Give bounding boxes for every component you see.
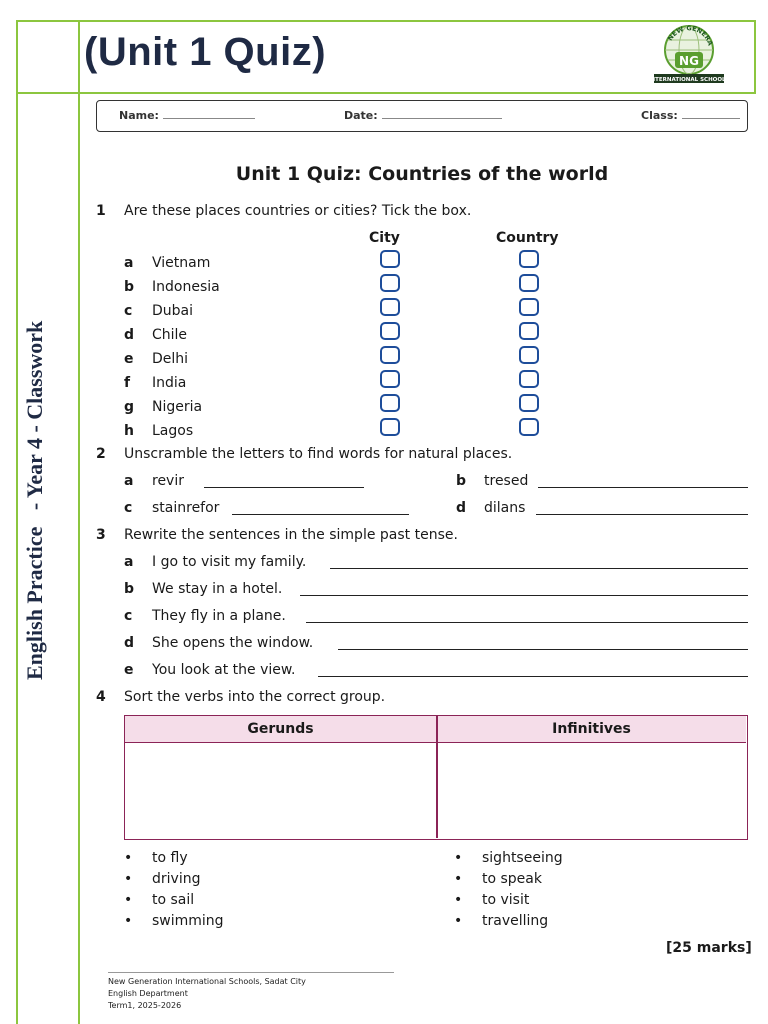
country-checkbox[interactable]: [519, 298, 539, 316]
footer-term: Term1, 2025-2026: [108, 1001, 182, 1010]
verb-list-item: • swimming: [152, 913, 224, 929]
answer-line[interactable]: [538, 487, 748, 488]
name-field[interactable]: Name:: [119, 108, 255, 122]
verb-list-item: • driving: [152, 871, 200, 887]
infinitives-cell[interactable]: [438, 744, 746, 838]
quiz-title: Unit 1 Quiz: Countries of the world: [235, 163, 609, 185]
page-title: (Unit 1 Quiz): [84, 30, 327, 74]
answer-line[interactable]: [300, 595, 748, 596]
country-column-header: Country: [496, 230, 559, 246]
question-2-number: 2: [96, 446, 106, 462]
verb-list-item: • to fly: [152, 850, 188, 866]
question-3-prompt: Rewrite the sentences in the simple past tense.: [124, 527, 458, 543]
question-4-prompt: Sort the verbs into the correct group.: [124, 689, 386, 705]
question-1-prompt: Are these places countries or cities? Tick the box.: [124, 203, 472, 219]
footer-department: English Department: [108, 989, 188, 998]
gerunds-header: Gerunds: [125, 716, 436, 743]
total-marks: [25 marks]: [666, 940, 752, 956]
city-checkbox[interactable]: [380, 298, 400, 316]
country-checkbox[interactable]: [519, 370, 539, 388]
verb-list-item: • sightseeing: [482, 850, 563, 866]
country-checkbox[interactable]: [519, 274, 539, 292]
question-1-number: 1: [96, 203, 106, 219]
school-logo: [648, 22, 730, 86]
verb-list-item: • to speak: [482, 871, 542, 887]
verb-list-item: • to visit: [482, 892, 529, 908]
answer-line[interactable]: [338, 649, 748, 650]
city-checkbox[interactable]: [380, 274, 400, 292]
side-label: English Practice - Year 4 - Classwork: [22, 320, 47, 680]
gerunds-cell[interactable]: [125, 744, 435, 838]
city-checkbox[interactable]: [380, 370, 400, 388]
class-field[interactable]: Class:: [641, 108, 740, 122]
answer-line[interactable]: [306, 622, 748, 623]
country-checkbox[interactable]: [519, 418, 539, 436]
footer-divider: [108, 972, 394, 973]
verb-list-item: • to sail: [152, 892, 194, 908]
city-checkbox[interactable]: [380, 418, 400, 436]
sort-table: [124, 715, 748, 840]
answer-line[interactable]: [536, 514, 748, 515]
footer-school: New Generation International Schools, Sadat City: [108, 977, 306, 986]
student-info-box: [96, 100, 748, 132]
question-3-number: 3: [96, 527, 106, 543]
answer-line[interactable]: [204, 487, 364, 488]
country-checkbox[interactable]: [519, 322, 539, 340]
city-column-header: City: [369, 230, 400, 246]
corner-divider: [16, 92, 80, 94]
country-checkbox[interactable]: [519, 394, 539, 412]
answer-line[interactable]: [232, 514, 409, 515]
city-checkbox[interactable]: [380, 322, 400, 340]
answer-line[interactable]: [330, 568, 748, 569]
question-2-prompt: Unscramble the letters to find words for natural places.: [124, 446, 513, 462]
city-checkbox[interactable]: [380, 346, 400, 364]
country-checkbox[interactable]: [519, 250, 539, 268]
date-field[interactable]: Date:: [344, 108, 502, 122]
infinitives-header: Infinitives: [437, 716, 746, 743]
svg-text:NG: NG: [679, 54, 699, 68]
question-4-number: 4: [96, 689, 106, 705]
city-checkbox[interactable]: [380, 250, 400, 268]
svg-text:INTERNATIONAL SCHOOLS: INTERNATIONAL SCHOOLS: [648, 77, 730, 83]
city-checkbox[interactable]: [380, 394, 400, 412]
answer-line[interactable]: [318, 676, 748, 677]
globe-logo-icon: [648, 22, 730, 86]
country-checkbox[interactable]: [519, 346, 539, 364]
svg-text:NEW GENERATION: NEW GENERA: [666, 24, 715, 47]
verb-list-item: • travelling: [482, 913, 548, 929]
